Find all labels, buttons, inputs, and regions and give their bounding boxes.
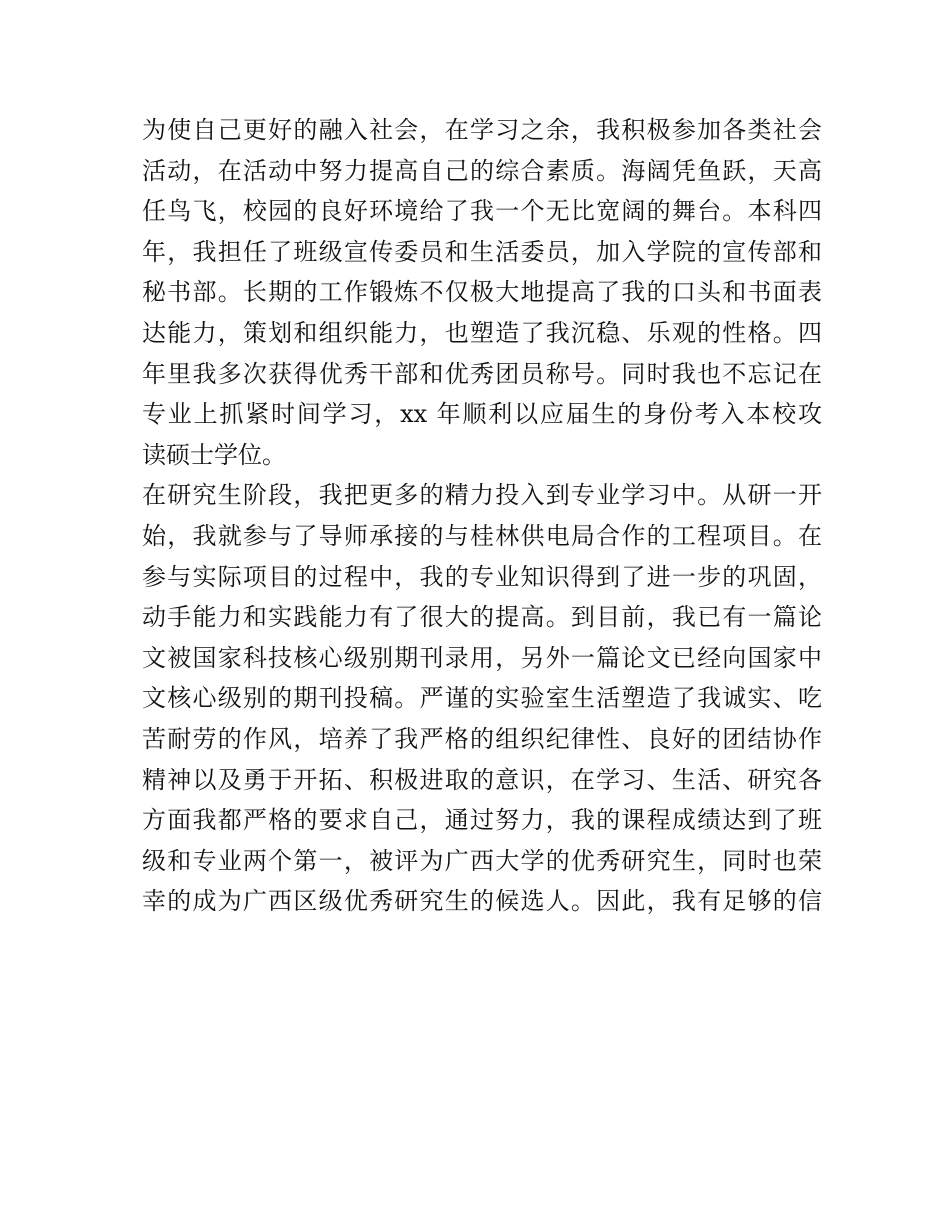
text-line: 精神以及勇于开拓、积极进取的意识，在学习、生活、研究各 [142,765,822,794]
text-line: 达能力，策划和组织能力，也塑造了我沉稳、乐观的性格。四 [142,318,822,347]
text-line: 幸的成为广西区级优秀研究生的候选人。因此，我有足够的信 [142,887,822,916]
text-line: 级和专业两个第一，被评为广西大学的优秀研究生，同时也荣 [142,846,822,875]
text-line: 任鸟飞，校园的良好环境给了我一个无比宽阔的舞台。本科四 [142,197,822,226]
text-line: 活动，在活动中努力提高自己的综合素质。海阔凭鱼跃，天高 [142,156,822,185]
text-line: 在研究生阶段，我把更多的精力投入到专业学习中。从研一开 [142,481,822,510]
text-line: 读硕士学位。 [142,440,286,469]
body-text [142,110,822,922]
text-line: 始，我就参与了导师承接的与桂林供电局合作的工程项目。在 [142,521,822,550]
text-line: 为使自己更好的融入社会，在学习之余，我积极参加各类社会 [142,116,822,144]
text-line: 苦耐劳的作风，培养了我严格的组织纪律性、良好的团结协作 [142,724,822,753]
text-line: 方面我都严格的要求自己，通过努力，我的课程成绩达到了班 [142,806,822,835]
text-line: 秘书部。长期的工作锻炼不仅极大地提高了我的口头和书面表 [142,278,822,307]
text-line: 文核心级别的期刊投稿。严谨的实验室生活塑造了我诚实、吃 [142,684,822,713]
text-line: 文被国家科技核心级别期刊录用，另外一篇论文已经向国家中 [142,643,822,672]
text-line: 年，我担任了班级宣传委员和生活委员，加入学院的宣传部和 [142,237,822,266]
text-line: 专业上抓紧时间学习，xx 年顺利以应届生的身份考入本校攻 [142,400,822,429]
text-line: 年里我多次获得优秀干部和优秀团员称号。同时我也不忘记在 [142,359,822,388]
text-line: 动手能力和实践能力有了很大的提高。到目前，我已有一篇论 [142,603,822,632]
text-line: 参与实际项目的过程中，我的专业知识得到了进一步的巩固， [142,562,822,591]
